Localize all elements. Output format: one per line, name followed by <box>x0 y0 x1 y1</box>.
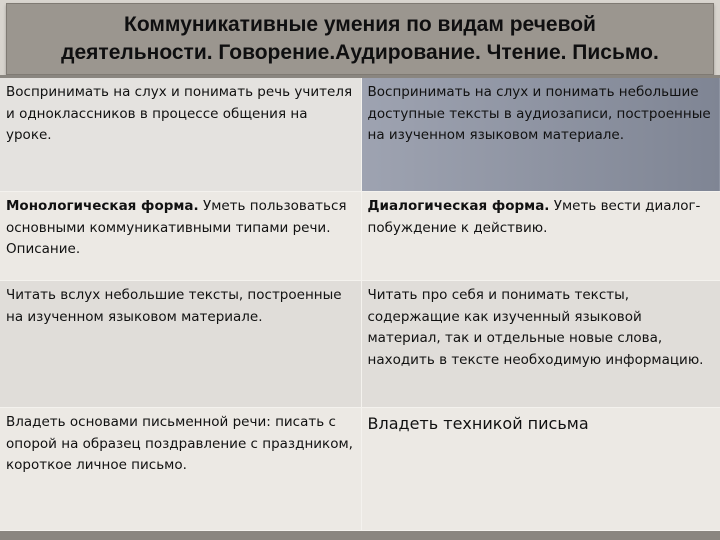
cell-text: Уметь пользоваться основными коммуникативными типами речи. Описание. <box>6 198 347 257</box>
cell-listening-audio <box>361 78 720 192</box>
cell-text: Владеть основами письменной речи: писать с опорой на образец поздравление с праздником, короткое личное письмо. <box>6 414 353 473</box>
table-row <box>0 78 720 192</box>
cell-listening-lesson <box>0 78 361 192</box>
cell-text: Владеть техникой письма <box>367 414 589 433</box>
cell-bold-lead: Монологическая форма. <box>6 198 199 214</box>
title-line-2: деятельности. Говорение.Аудирование. Чтение. Письмо. <box>61 41 659 64</box>
cell-writing-technique <box>361 408 720 531</box>
cell-reading-aloud <box>0 281 361 408</box>
cell-dialogue <box>361 192 720 281</box>
cell-writing-basics <box>0 408 361 531</box>
table-row <box>0 281 720 408</box>
cell-text: Уметь вести диалог-побуждение к действию. <box>367 198 701 236</box>
table-row <box>0 192 720 281</box>
cell-monologue <box>0 192 361 281</box>
cell-text: Читать вслух небольшие тексты, построенные на изученном языковом материале. <box>6 287 342 325</box>
title-banner <box>6 3 714 75</box>
table-row <box>0 408 720 531</box>
cell-text: Читать про себя и понимать тексты, содержащие как изученный языковой материал, так и отдельные новые слова, находить в тексте необходимую информацию. <box>367 287 704 368</box>
cell-text: Воспринимать на слух и понимать речь учителя и одноклассников в процессе общения на уроке. <box>6 84 353 143</box>
cell-text: Воспринимать на слух и понимать небольшие доступные тексты в аудиозаписи, построенные на изученном языковом материале. <box>367 84 711 143</box>
cell-bold-lead: Диалогическая форма. <box>367 198 550 214</box>
cell-reading-silent <box>361 281 720 408</box>
title-line-1: Коммуникативные умения по видам речевой <box>124 13 596 36</box>
skills-table <box>0 78 720 531</box>
